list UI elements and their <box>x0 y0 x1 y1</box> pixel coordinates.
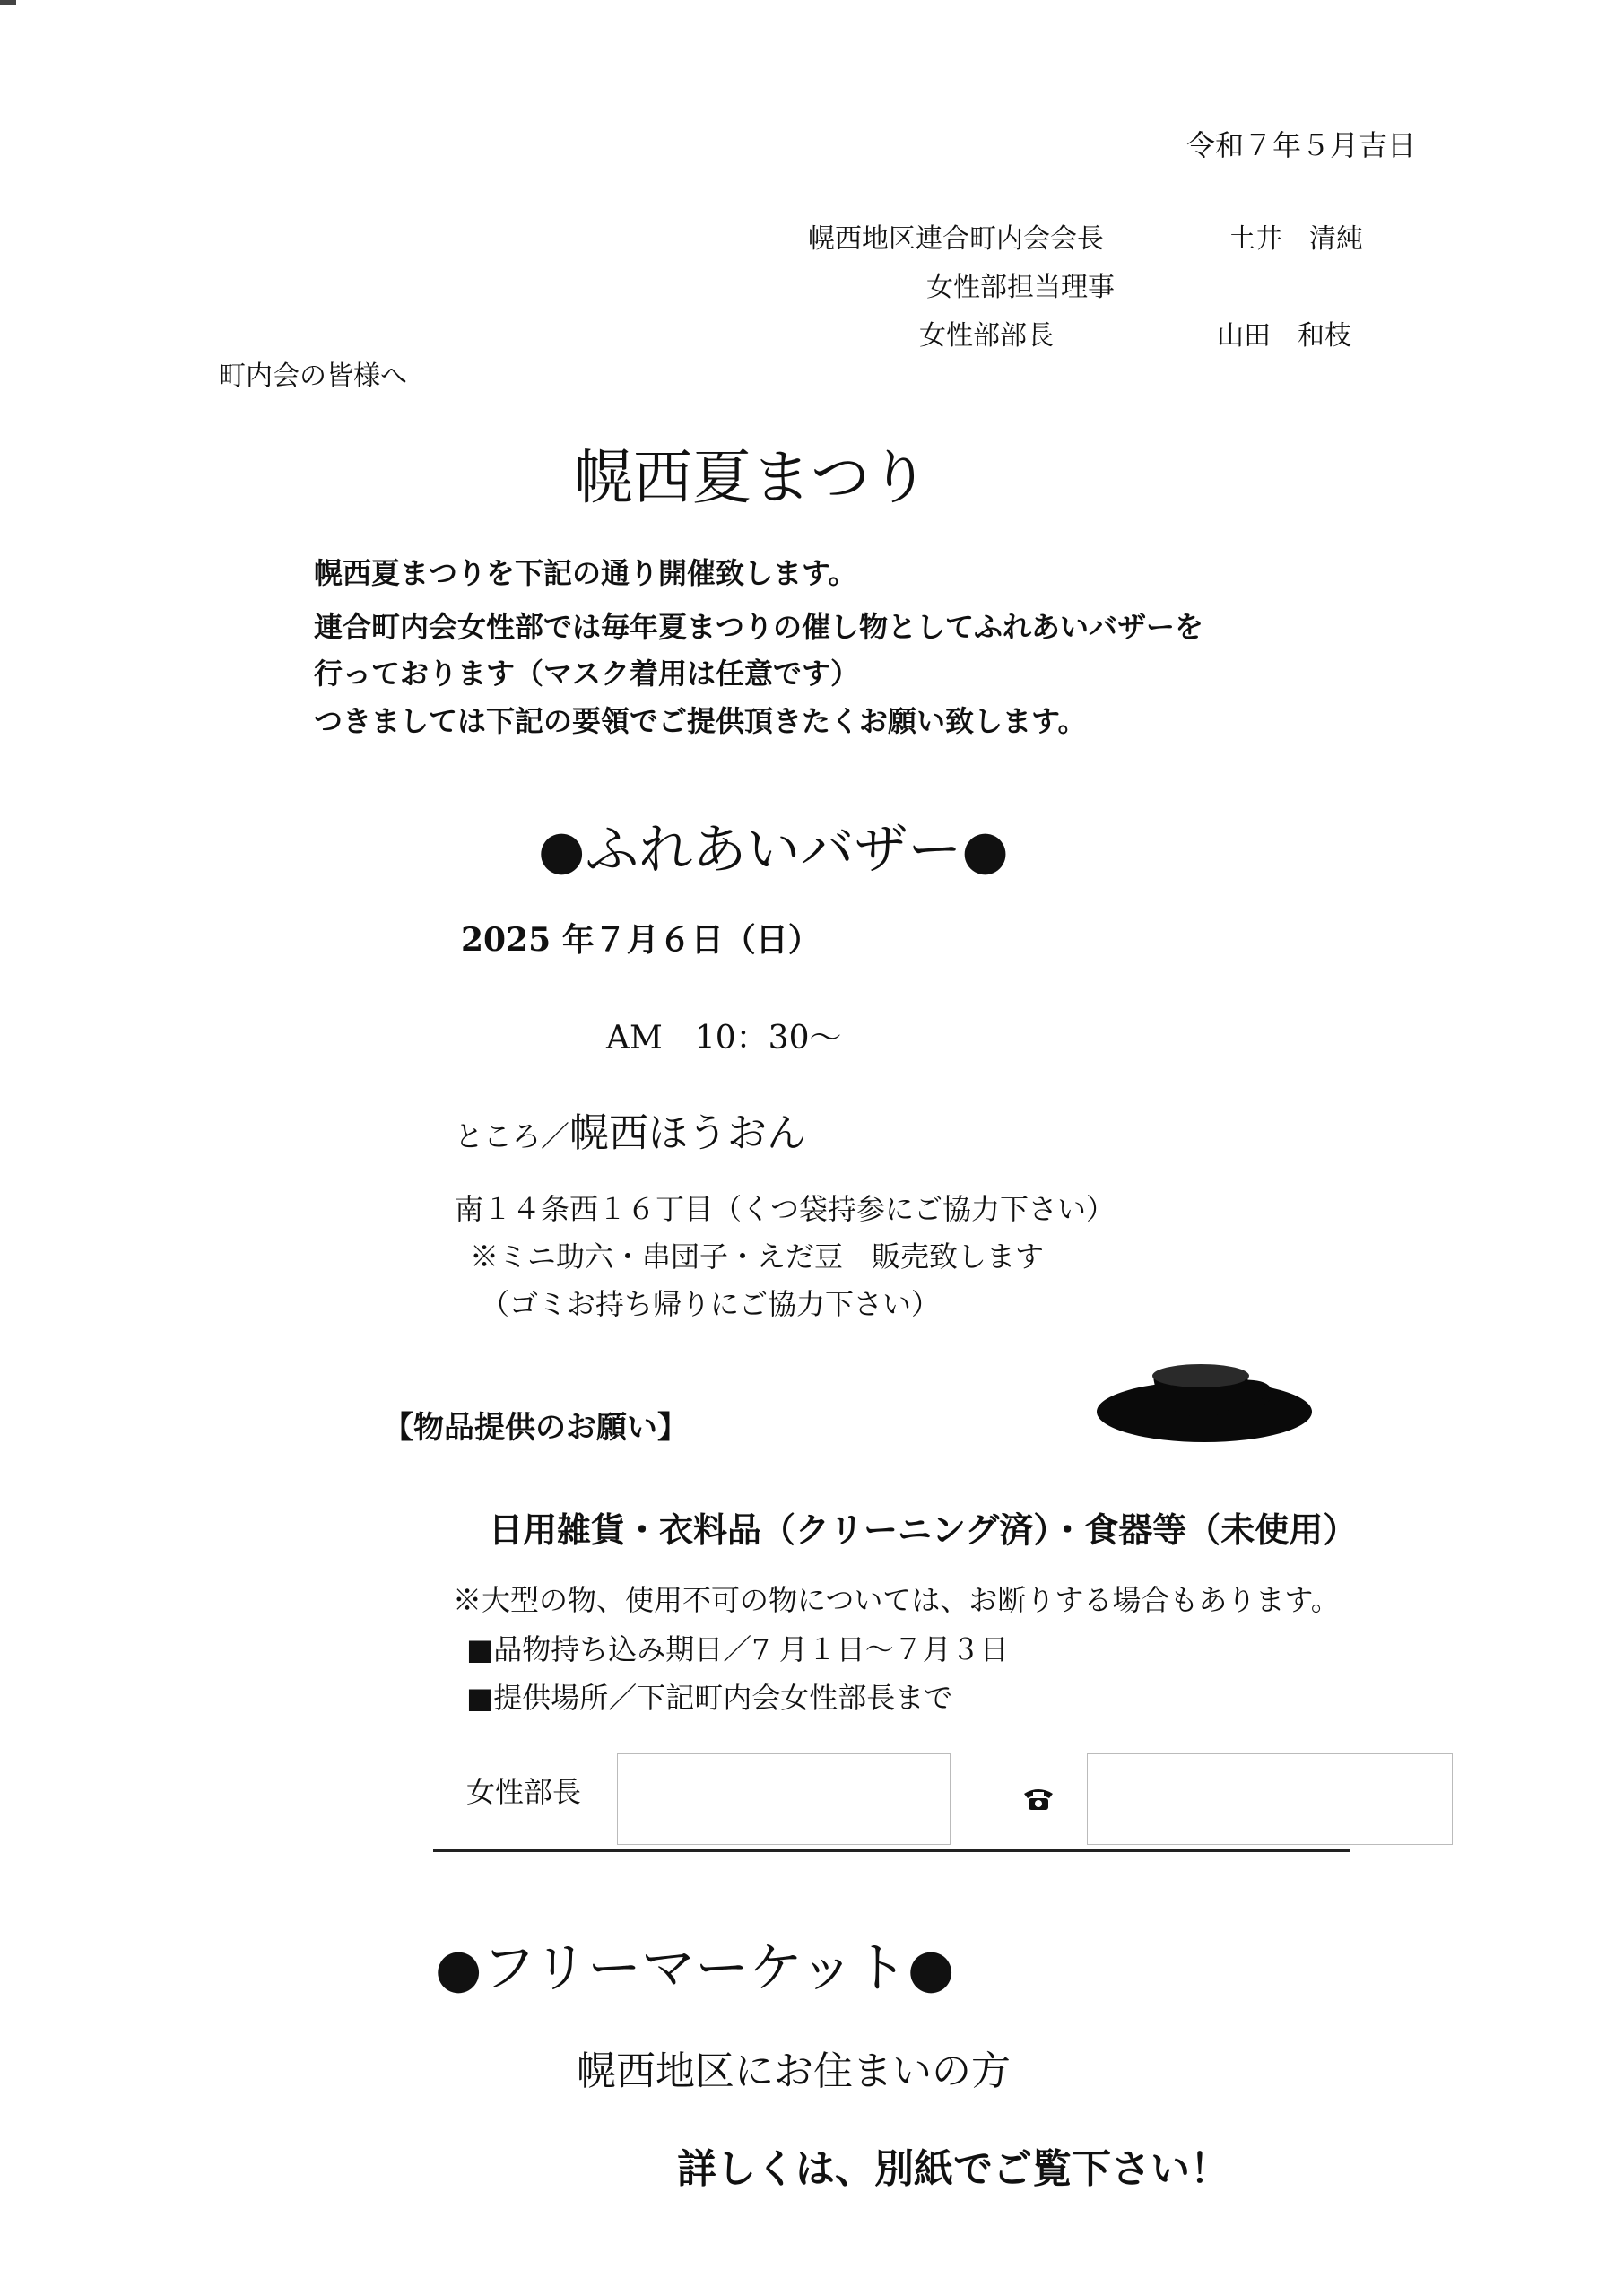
bazaar-address: 南１４条西１６丁目（くつ袋持参にご協力下さい） <box>455 1192 1116 1226</box>
intro-line-2: 連合町内会女性部では毎年夏まつりの催し物としてふれあいバザーを <box>314 610 1204 644</box>
goods-place: ■提供場所／下記町内会女性部長まで <box>466 1681 953 1715</box>
sender-head-name: 山田 和枝 <box>1217 320 1351 352</box>
sender-director-title: 女性部担当理事 <box>926 272 1115 303</box>
issue-date: 令和７年５月吉日 <box>1186 128 1417 162</box>
bazaar-place <box>455 1110 807 1156</box>
flea-heading: ●フリーマーケット● <box>435 1937 955 2000</box>
place-name: 幌西ほうおん <box>569 1110 807 1156</box>
goods-heading: 【物品提供のお願い】 <box>383 1410 688 1446</box>
bazaar-date: 2025 年７月６日（日） <box>461 921 821 959</box>
scan-corner-mark <box>0 0 16 5</box>
contact-name-field <box>617 1753 951 1845</box>
place-label: ところ／ <box>455 1119 570 1153</box>
flea-details: 詳しくは、別紙でご覧下さい！ <box>677 2146 1229 2192</box>
intro-line-3: 行っております（マスク着用は任意です） <box>314 657 860 691</box>
greeting: 町内会の皆様へ <box>219 361 407 392</box>
intro-line-4: つきましては下記の要領でご提供頂きたくお願い致します。 <box>314 704 1087 738</box>
sender-chair-title: 幌西地区連合町内会会長 <box>808 223 1104 255</box>
bazaar-note-food: ※ミニ助六・串団子・えだ豆 販売致します <box>470 1239 1045 1274</box>
page-title: 幌西夏まつり <box>574 443 929 512</box>
contact-phone-field <box>1087 1753 1453 1845</box>
goods-period: ■品物持ち込み期日／7 月１日〜７月３日 <box>466 1632 1009 1666</box>
bazaar-time: AM 10：30〜 <box>606 1020 842 1057</box>
bazaar-heading: ●ふれあいバザー● <box>538 819 1009 882</box>
goods-items: 日用雑貨・衣料品（クリーニング済）・食器等（未使用） <box>489 1510 1358 1550</box>
telephone-icon <box>1022 1785 1055 1812</box>
contact-underline <box>433 1849 1350 1852</box>
sender-head-title: 女性部部長 <box>919 320 1054 352</box>
bazaar-note-garbage: （ゴミお持ち帰りにご協力下さい） <box>481 1287 941 1321</box>
contact-label: 女性部長 <box>466 1775 582 1809</box>
coffee-cup-icon <box>1094 1345 1318 1448</box>
flea-audience: 幌西地区にお住まいの方 <box>577 2048 1011 2094</box>
sender-chair-name: 土井 清純 <box>1229 223 1363 255</box>
goods-note: ※大型の物、使用不可の物については、お断りする場合もあります。 <box>453 1583 1340 1617</box>
intro-line-1: 幌西夏まつりを下記の通り開催致します。 <box>314 556 857 590</box>
